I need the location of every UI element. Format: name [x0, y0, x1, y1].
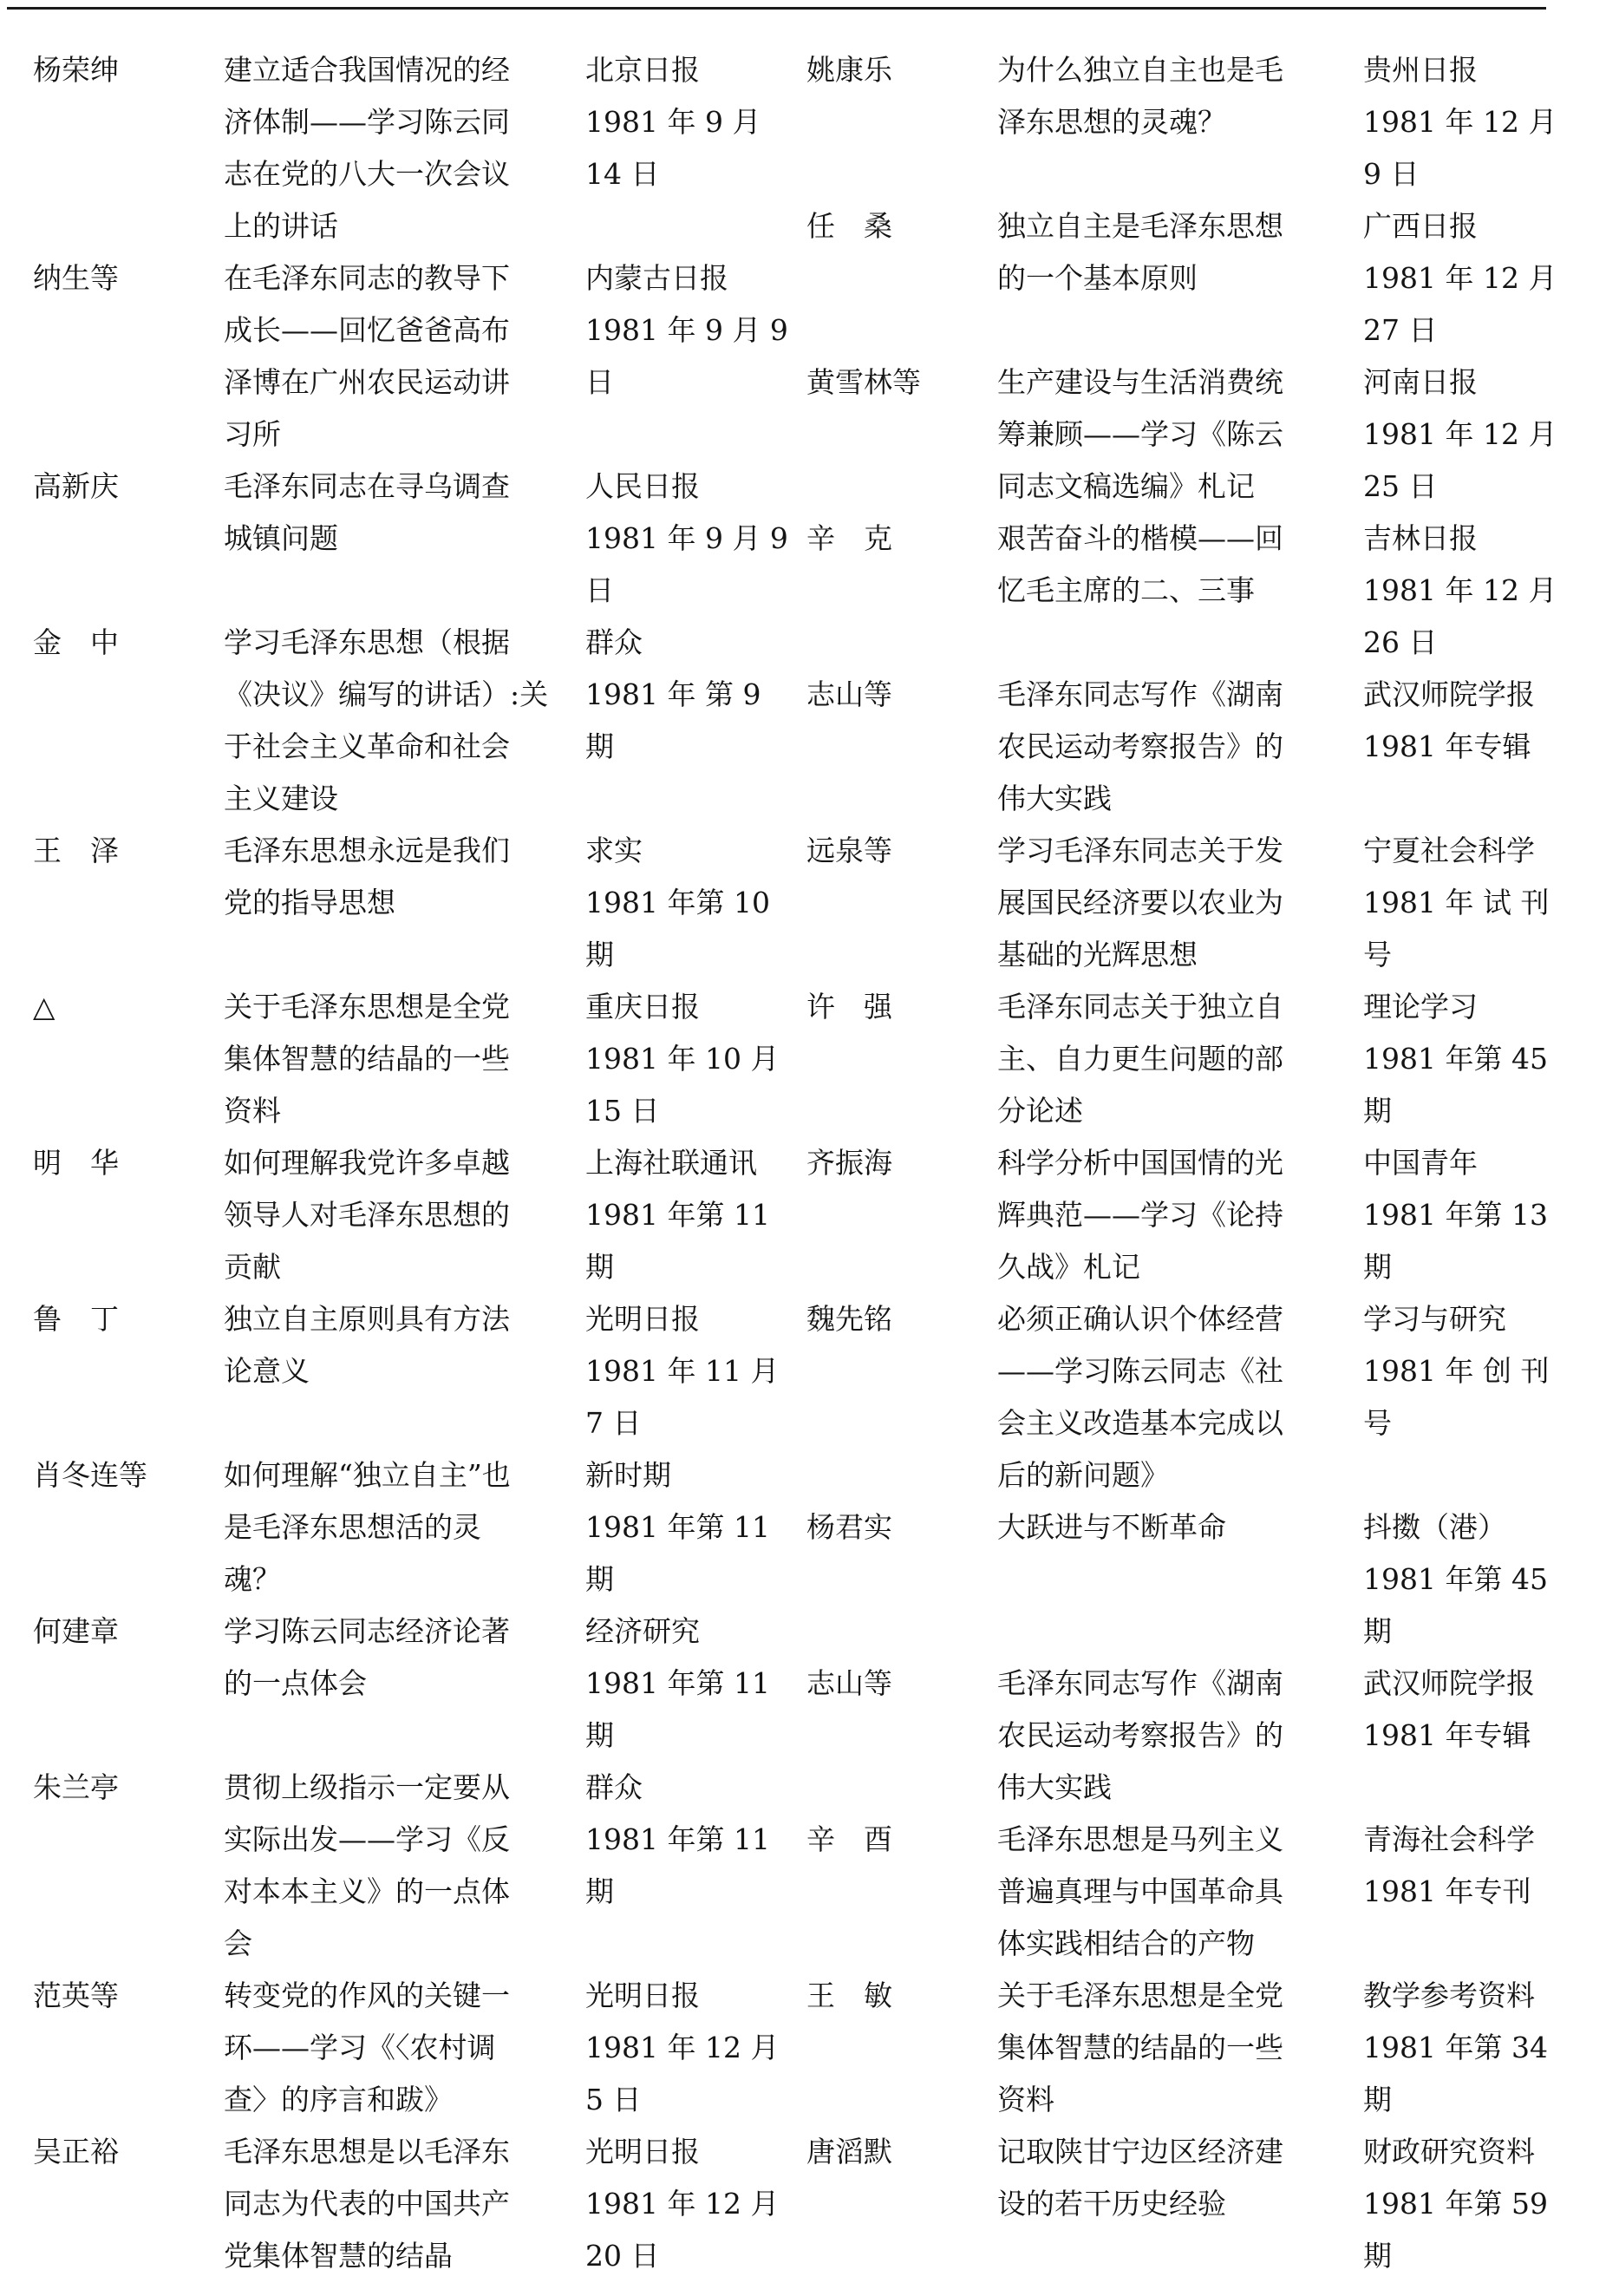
entry-author: 辛 酉 [806, 1822, 892, 1856]
entry-title: 科学分析中国国情的光 辉典范——学习《论持 久战》札记 [997, 1146, 1283, 1284]
entry-title: 毛泽东思想是以毛泽东 同志为代表的中国共产 党集体智慧的结晶 [224, 2135, 510, 2273]
entry-title: 学习毛泽东思想（根据 《决议》编写的讲话）:关 于社会主义革命和社会 主义建设 [224, 625, 549, 815]
entry-source: 北京日报 1981 年 9 月 14 日 [585, 53, 761, 191]
entry-author: 辛 克 [806, 521, 892, 555]
entry-source: 武汉师院学报 1981 年专辑 [1363, 677, 1535, 763]
entry-source: 河南日报 1981 年 12 月 25 日 [1363, 365, 1557, 503]
entry-source: 贵州日报 1981 年 12 月 9 日 [1363, 53, 1557, 191]
entry-author: 明 华 [33, 1146, 119, 1180]
entry-author: 姚康乐 [806, 53, 892, 87]
entry-source: 理论学习 1981 年第 45 期 [1363, 990, 1548, 1128]
entry-title: 记取陕甘宁边区经济建 设的若干历史经验 [997, 2135, 1283, 2221]
entry-title: 关于毛泽东思想是全党 集体智慧的结晶的一些 资料 [997, 1979, 1283, 2116]
entry-source: 财政研究资料 1981 年第 59 期 [1363, 2135, 1548, 2273]
entry-author: 许 强 [806, 990, 892, 1024]
entry-source: 青海社会科学 1981 年专刊 [1363, 1822, 1535, 1908]
entry-title: 建立适合我国情况的经 济体制——学习陈云同 志在党的八大一次会议 上的讲话 [224, 53, 510, 243]
entry-title: 毛泽东同志写作《湖南 农民运动考察报告》的 伟大实践 [997, 677, 1283, 815]
entry-title: 贯彻上级指示一定要从 实际出发——学习《反 对本本主义》的一点体 会 [224, 1770, 510, 1960]
entry-source: 光明日报 1981 年 12 月 5 日 [585, 1979, 780, 2116]
entry-source: 武汉师院学报 1981 年专辑 [1363, 1666, 1535, 1752]
entry-author: 吴正裕 [33, 2135, 119, 2168]
entry-author: 黄雪林等 [806, 365, 921, 399]
entry-author: 高新庆 [33, 469, 119, 503]
entry-source: 上海社联通讯 1981 年第 11 期 [585, 1146, 770, 1284]
entry-source: 广西日报 1981 年 12 月 27 日 [1363, 209, 1557, 347]
entry-source: 宁夏社会科学 1981 年 试 刊 号 [1363, 834, 1550, 971]
entry-title: 大跃进与不断革命 [997, 1510, 1226, 1544]
entry-source: 经济研究 1981 年第 11 期 [585, 1614, 770, 1752]
entry-source: 中国青年 1981 年第 13 期 [1363, 1146, 1548, 1284]
entry-title: 毛泽东同志关于独立自 主、自力更生问题的部 分论述 [997, 990, 1283, 1128]
entry-author: 远泉等 [806, 834, 892, 867]
entry-source: 教学参考资料 1981 年第 34 期 [1363, 1979, 1548, 2116]
entry-title: 在毛泽东同志的教导下 成长——回忆爸爸高布 泽博在广州农民运动讲 习所 [224, 261, 510, 451]
entry-title: 为什么独立自主也是毛 泽东思想的灵魂？ [997, 53, 1283, 139]
entry-source: 群众 1981 年 第 9 期 [585, 625, 761, 763]
entry-author: 朱兰亭 [33, 1770, 119, 1804]
entry-source: 重庆日报 1981 年 10 月 15 日 [585, 990, 780, 1128]
entry-title: 毛泽东同志写作《湖南 农民运动考察报告》的 伟大实践 [997, 1666, 1283, 1804]
entry-title: 毛泽东思想是马列主义 普遍真理与中国革命具 体实践相结合的产物 [997, 1822, 1283, 1960]
entry-author: 肖冬连等 [33, 1458, 147, 1492]
entry-author: 齐振海 [806, 1146, 892, 1180]
entry-author: 金 中 [33, 625, 119, 659]
entry-title: 必须正确认识个体经营 ——学习陈云同志《社 会主义改造基本完成以 后的新问题》 [997, 1302, 1283, 1492]
entry-author: 何建章 [33, 1614, 119, 1648]
entry-source: 内蒙古日报 1981 年 9 月 9 日 [585, 261, 788, 399]
entry-author: 杨君实 [806, 1510, 892, 1544]
entry-author: 纳生等 [33, 261, 119, 295]
entry-author: 鲁 丁 [33, 1302, 119, 1336]
entry-author: 杨荣绅 [33, 53, 119, 87]
entry-title: 毛泽东同志在寻乌调查 城镇问题 [224, 469, 510, 555]
entry-author: 志山等 [806, 677, 892, 711]
entry-title: 关于毛泽东思想是全党 集体智慧的结晶的一些 资料 [224, 990, 510, 1128]
entry-title: 学习毛泽东同志关于发 展国民经济要以农业为 基础的光辉思想 [997, 834, 1283, 971]
entry-author: △ [33, 990, 55, 1024]
entry-title: 如何理解我党许多卓越 领导人对毛泽东思想的 贡献 [224, 1146, 510, 1284]
entry-title: 学习陈云同志经济论著 的一点体会 [224, 1614, 510, 1700]
entry-author: 志山等 [806, 1666, 892, 1700]
entry-author: 魏先铭 [806, 1302, 892, 1336]
entry-source: 光明日报 1981 年 12 月 20 日 [585, 2135, 780, 2273]
entry-title: 毛泽东思想永远是我们 党的指导思想 [224, 834, 510, 919]
entry-source: 求实 1981 年第 10 期 [585, 834, 770, 971]
entry-author: 王 敏 [806, 1979, 892, 2012]
entry-source: 吉林日报 1981 年 12 月 26 日 [1363, 521, 1557, 659]
entry-title: 独立自主原则具有方法 论意义 [224, 1302, 510, 1388]
top-rule [7, 7, 1546, 10]
entry-author: 唐滔默 [806, 2135, 892, 2168]
entry-title: 独立自主是毛泽东思想 的一个基本原则 [997, 209, 1283, 295]
entry-source: 新时期 1981 年第 11 期 [585, 1458, 770, 1596]
entry-author: 任 桑 [806, 209, 892, 243]
entry-title: 转变党的作风的关键一 环——学习《〈农村调 查〉的序言和跋》 [224, 1979, 510, 2116]
entry-source: 人民日报 1981 年 9 月 9 日 [585, 469, 788, 607]
entry-title: 生产建设与生活消费统 筹兼顾——学习《陈云 同志文稿选编》札记 [997, 365, 1283, 503]
entry-title: 如何理解“独立自主”也 是毛泽东思想活的灵 魂？ [224, 1458, 511, 1596]
entry-author: 范英等 [33, 1979, 119, 2012]
entry-source: 抖擞（港） 1981 年第 45 期 [1363, 1510, 1548, 1648]
entry-author: 王 泽 [33, 834, 119, 867]
entry-source: 光明日报 1981 年 11 月 7 日 [585, 1302, 780, 1440]
entry-source: 学习与研究 1981 年 创 刊 号 [1363, 1302, 1550, 1440]
entry-title: 艰苦奋斗的楷模——回 忆毛主席的二、三事 [997, 521, 1283, 607]
entry-source: 群众 1981 年第 11 期 [585, 1770, 770, 1908]
